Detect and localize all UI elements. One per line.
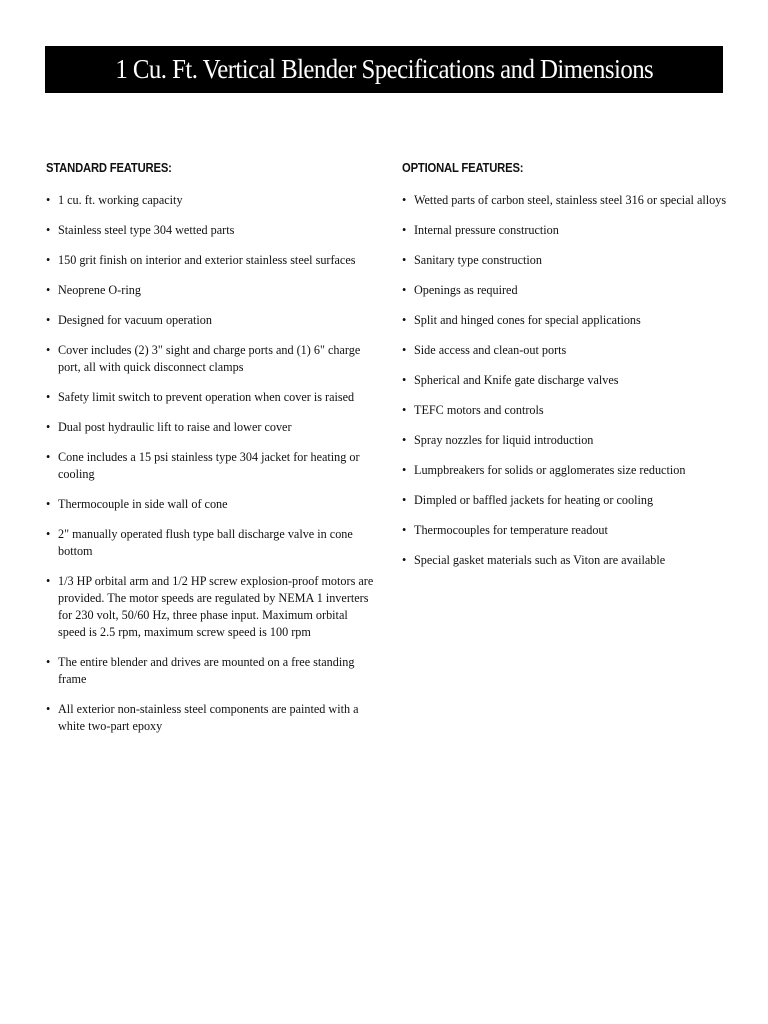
list-item bbox=[402, 222, 732, 239]
bullet-icon: • bbox=[46, 655, 51, 669]
title-bar bbox=[45, 46, 723, 93]
list-item-text: Side access and clean-out ports bbox=[414, 343, 567, 357]
page-title: 1 Cu. Ft. Vertical Blender Specifications and Dimensions bbox=[115, 54, 653, 84]
bullet-icon: • bbox=[402, 553, 407, 567]
bullet-icon: • bbox=[402, 223, 407, 237]
bullet-icon: • bbox=[402, 373, 407, 387]
list-item-text: Spherical and Knife gate discharge valves bbox=[414, 373, 619, 387]
list-item bbox=[46, 573, 376, 641]
list-item-text: Openings as required bbox=[414, 283, 518, 297]
list-item bbox=[402, 522, 732, 539]
list-item bbox=[402, 252, 732, 269]
list-item bbox=[46, 654, 376, 688]
list-item bbox=[402, 402, 732, 419]
optional-features-heading: OPTIONAL FEATURES: bbox=[402, 161, 524, 175]
bullet-icon: • bbox=[402, 523, 407, 537]
optional-features-section bbox=[402, 161, 732, 582]
list-item-text: Thermocouple in side wall of cone bbox=[58, 497, 228, 511]
list-item-text: Spray nozzles for liquid introduction bbox=[414, 433, 594, 447]
bullet-icon: • bbox=[402, 283, 407, 297]
bullet-icon: • bbox=[402, 463, 407, 477]
standard-features-list bbox=[46, 192, 376, 735]
list-item-text: Dual post hydraulic lift to raise and lower cover bbox=[58, 420, 292, 434]
list-item-text: The entire blender and drives are mounted on a free standing frame bbox=[58, 655, 355, 686]
list-item-text: Special gasket materials such as Viton are available bbox=[414, 553, 666, 567]
bullet-icon: • bbox=[46, 527, 51, 541]
bullet-icon: • bbox=[46, 497, 51, 511]
bullet-icon: • bbox=[402, 253, 407, 267]
bullet-icon: • bbox=[46, 574, 51, 588]
bullet-icon: • bbox=[46, 420, 51, 434]
list-item-text: 1/3 HP orbital arm and 1/2 HP screw explosion-proof motors are provided. The motor speeds are regulated by NEMA 1 inverters for 230 volt, 50/60 Hz, three phase input. Maximum orbital speed is 2.5 rpm, maximum screw speed is 100 rpm bbox=[58, 574, 374, 639]
list-item bbox=[46, 496, 376, 513]
bullet-icon: • bbox=[46, 702, 51, 716]
list-item-text: Lumpbreakers for solids or agglomerates size reduction bbox=[414, 463, 686, 477]
list-item-text: All exterior non-stainless steel components are painted with a white two-part epoxy bbox=[58, 702, 359, 733]
bullet-icon: • bbox=[402, 493, 407, 507]
list-item-text: Sanitary type construction bbox=[414, 253, 542, 267]
list-item bbox=[46, 419, 376, 436]
bullet-icon: • bbox=[402, 433, 407, 447]
list-item-text: Safety limit switch to prevent operation when cover is raised bbox=[58, 390, 355, 404]
bullet-icon: • bbox=[402, 313, 407, 327]
list-item-text: Internal pressure construction bbox=[414, 223, 559, 237]
list-item bbox=[46, 526, 376, 560]
bullet-icon: • bbox=[46, 283, 51, 297]
bullet-icon: • bbox=[46, 193, 51, 207]
list-item-text: Cone includes a 15 psi stainless type 304 jacket for heating or cooling bbox=[58, 450, 360, 481]
list-item bbox=[402, 552, 732, 569]
bullet-icon: • bbox=[46, 313, 51, 327]
list-item-text: Neoprene O-ring bbox=[58, 283, 141, 297]
list-item bbox=[402, 462, 732, 479]
list-item bbox=[402, 432, 732, 449]
list-item-text: 1 cu. ft. working capacity bbox=[58, 193, 183, 207]
list-item bbox=[46, 449, 376, 483]
list-item bbox=[402, 372, 732, 389]
standard-features-heading: STANDARD FEATURES: bbox=[46, 161, 172, 175]
list-item bbox=[46, 252, 376, 269]
list-item-text: Split and hinged cones for special applications bbox=[414, 313, 641, 327]
list-item bbox=[402, 312, 732, 329]
list-item-text: Cover includes (2) 3" sight and charge ports and (1) 6" charge port, all with quick disconnect clamps bbox=[58, 343, 361, 374]
list-item-text: TEFC motors and controls bbox=[414, 403, 544, 417]
list-item bbox=[402, 192, 732, 209]
bullet-icon: • bbox=[46, 390, 51, 404]
list-item bbox=[46, 282, 376, 299]
list-item bbox=[46, 192, 376, 209]
list-item-text: 2" manually operated flush type ball discharge valve in cone bottom bbox=[58, 527, 353, 558]
list-item bbox=[46, 389, 376, 406]
list-item bbox=[46, 701, 376, 735]
standard-features-section bbox=[46, 161, 376, 748]
list-item bbox=[46, 222, 376, 239]
bullet-icon: • bbox=[46, 343, 51, 357]
list-item bbox=[402, 342, 732, 359]
list-item-text: Thermocouples for temperature readout bbox=[414, 523, 608, 537]
list-item bbox=[46, 312, 376, 329]
list-item-text: Wetted parts of carbon steel, stainless steel 316 or special alloys bbox=[414, 193, 727, 207]
list-item-text: Dimpled or baffled jackets for heating or cooling bbox=[414, 493, 654, 507]
list-item bbox=[402, 282, 732, 299]
list-item-text: 150 grit finish on interior and exterior stainless steel surfaces bbox=[58, 253, 356, 267]
bullet-icon: • bbox=[46, 450, 51, 464]
list-item bbox=[46, 342, 376, 376]
bullet-icon: • bbox=[402, 403, 407, 417]
bullet-icon: • bbox=[402, 343, 407, 357]
optional-features-list bbox=[402, 192, 732, 569]
bullet-icon: • bbox=[46, 223, 51, 237]
list-item-text: Designed for vacuum operation bbox=[58, 313, 212, 327]
bullet-icon: • bbox=[402, 193, 407, 207]
list-item-text: Stainless steel type 304 wetted parts bbox=[58, 223, 235, 237]
bullet-icon: • bbox=[46, 253, 51, 267]
list-item bbox=[402, 492, 732, 509]
